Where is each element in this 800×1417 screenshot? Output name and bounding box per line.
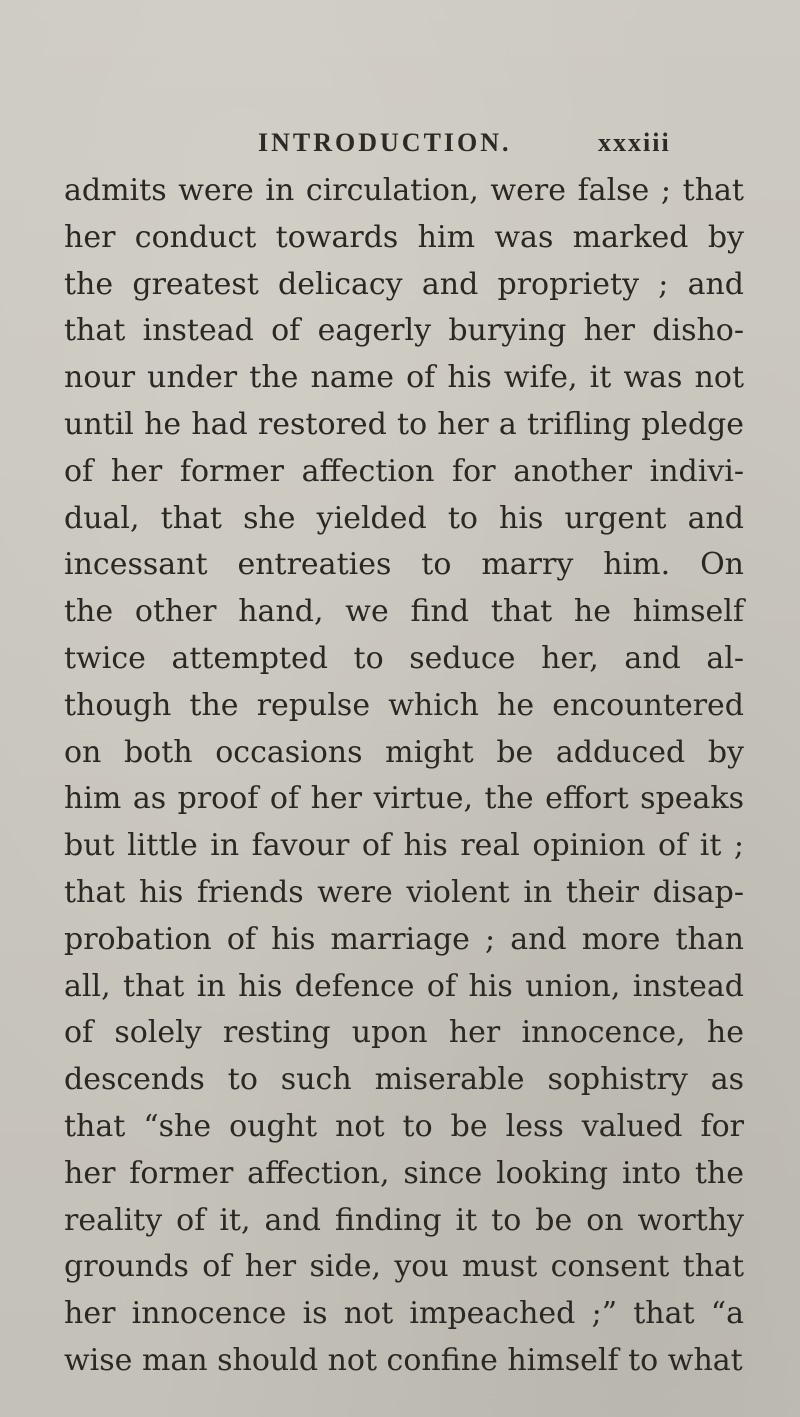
text-line: him as proof of her virtue, the effort speaks <box>64 781 744 817</box>
text-line: her conduct towards him was marked by <box>64 219 744 255</box>
text-line: twice attempted to seduce her, and al- <box>64 640 744 676</box>
running-head-title: INTRODUCTION. <box>258 128 512 157</box>
text-line: admits were in circulation, were false ; that <box>64 173 744 208</box>
text-line: probation of his marriage ; and more than <box>64 921 744 957</box>
text-line: dual, that she yielded to his urgent and <box>64 500 744 536</box>
text-line: her former affection, since looking into the <box>64 1155 744 1191</box>
text-line: until he had restored to her a trifling pledge <box>64 406 744 442</box>
text-line: that “she ought not to be less valued for <box>64 1108 744 1144</box>
text-line: grounds of her side, you must consent that <box>64 1249 744 1285</box>
page-number: xxxiii <box>598 128 671 157</box>
text-line: nour under the name of his wife, it was not <box>64 360 744 396</box>
text-line: of her former affection for another indivi- <box>64 453 744 489</box>
text-line: the greatest delicacy and propriety ; and <box>64 266 744 302</box>
text-line: but little in favour of his real opinion of it ; <box>64 828 744 864</box>
text-line: of solely resting upon her innocence, he <box>64 1015 744 1051</box>
text-line: on both occasions might be adduced by <box>64 734 744 770</box>
text-line: that instead of eagerly burying her disho- <box>64 313 744 349</box>
text-line: though the repulse which he encountered <box>64 687 744 723</box>
text-line: all, that in his defence of his union, instead <box>64 968 744 1004</box>
text-line: descends to such miserable sophistry as <box>64 1062 744 1098</box>
running-head <box>0 128 800 168</box>
text-line: wise man should not confine himself to what <box>64 1342 743 1378</box>
text-line: reality of it, and finding it to be on worthy <box>64 1202 744 1238</box>
body-text <box>64 168 744 1385</box>
text-line: that his friends were violent in their disap- <box>64 874 744 910</box>
text-line: her innocence is not impeached ;” that “a <box>64 1296 744 1332</box>
text-line: incessant entreaties to marry him. On <box>64 547 744 583</box>
text-line: the other hand, we find that he himself <box>64 594 744 630</box>
